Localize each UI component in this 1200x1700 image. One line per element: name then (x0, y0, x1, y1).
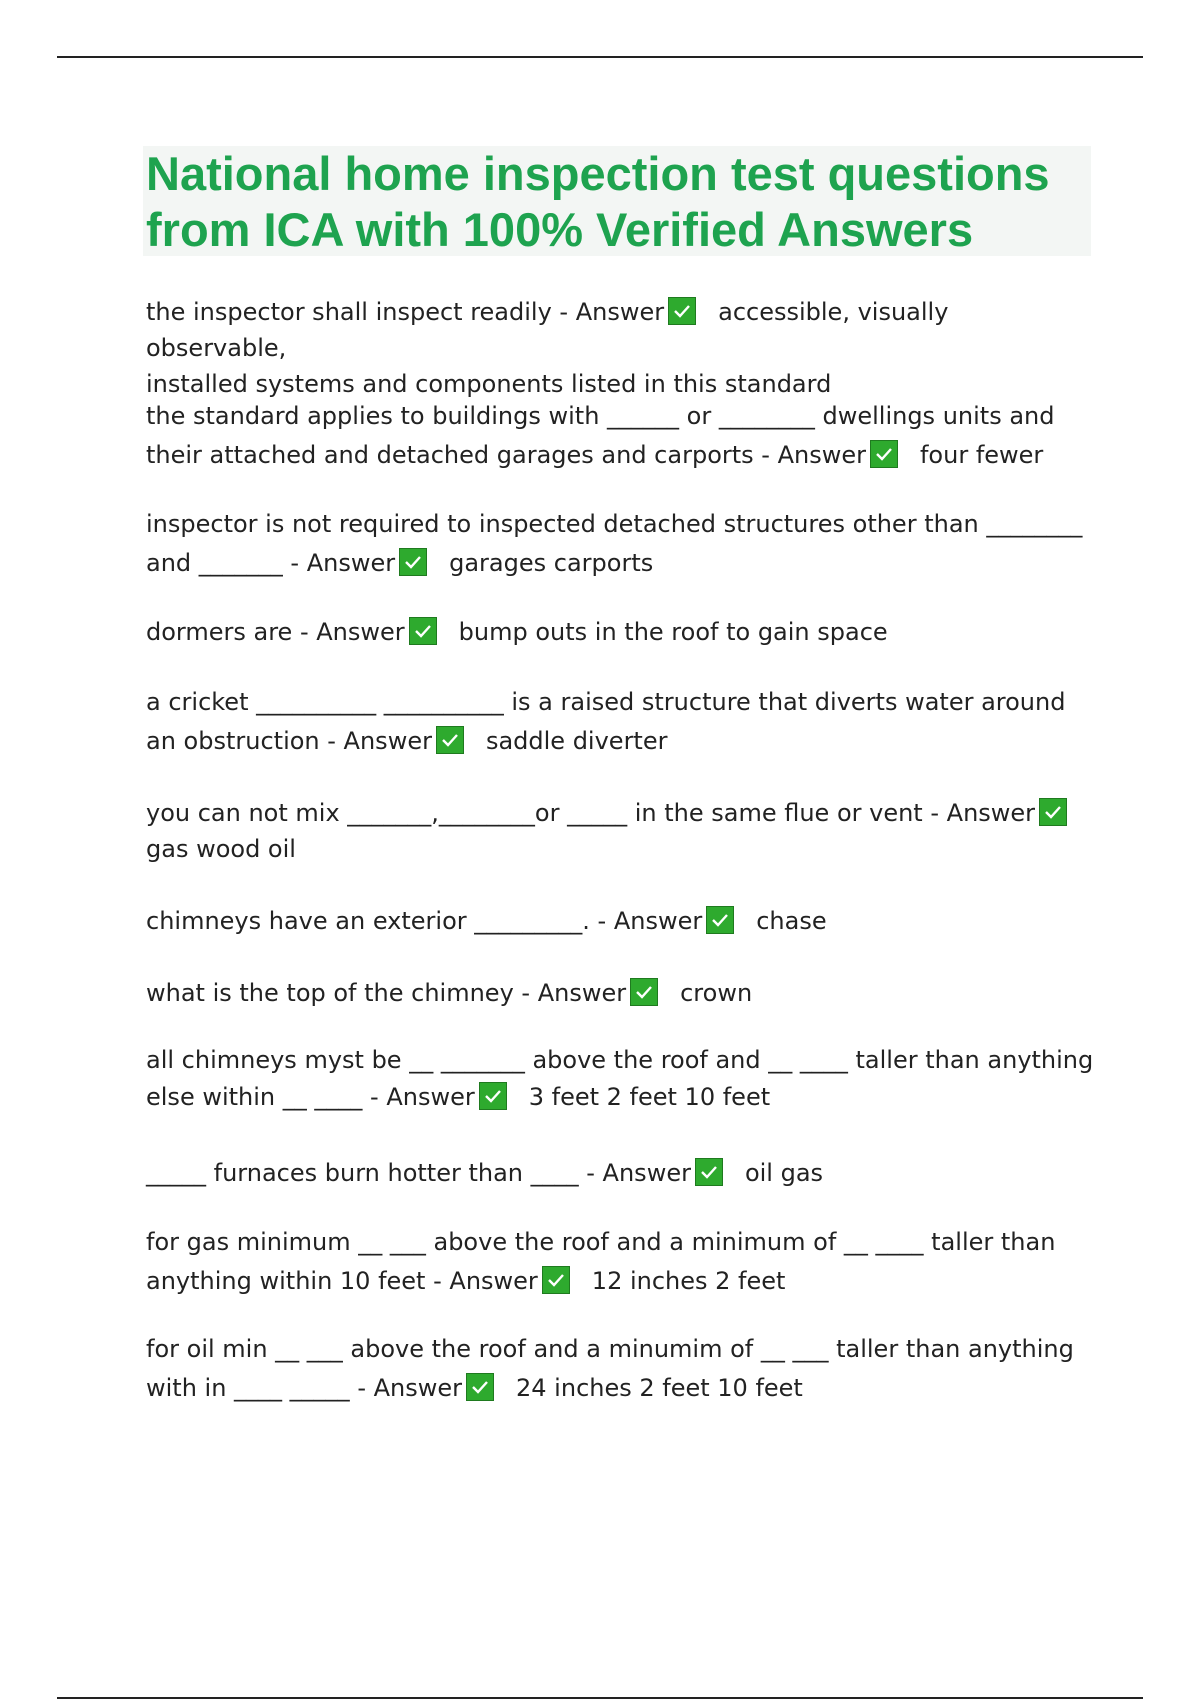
answer-text: oil gas (744, 1159, 824, 1187)
check-box-icon (668, 297, 696, 325)
answer-text: crown (680, 979, 753, 1007)
qa-item-11 (146, 1223, 1096, 1301)
check-box-icon (479, 1082, 507, 1110)
qa-item-12 (146, 1330, 1096, 1408)
answer-label: - Answer (433, 1267, 538, 1295)
title-line-2: from ICA with 100% Verified Answers (146, 203, 974, 256)
check-box-icon (409, 617, 437, 645)
check-box-icon (1039, 798, 1067, 826)
answer-text: gas wood oil (146, 835, 296, 863)
question-text-line-1: a cricket __________ __________ is a raised structure that diverts water around (146, 688, 1066, 716)
answer-label: - Answer (930, 799, 1036, 827)
question-text-line-1: for oil min __ ___ above the roof and a minumim of __ ___ taller than anything (146, 1335, 1074, 1363)
answer-label: - Answer (327, 727, 432, 755)
question-text-line-2: and _______ (146, 549, 283, 577)
qa-item-3 (146, 505, 1096, 583)
title-line-1: National home inspection test questions (146, 147, 1050, 200)
answer-label: - Answer (521, 979, 627, 1007)
check-box-icon (695, 1158, 723, 1186)
question-text: _____ furnaces burn hotter than ____ (146, 1159, 579, 1187)
question-text-line-1: inspector is not required to inspected detached structures other than ________ (146, 510, 1083, 538)
check-box-icon (542, 1266, 570, 1294)
question-text: you can not mix _______,________or _____ in the same flue or vent (146, 799, 923, 827)
answer-label: - Answer (299, 618, 405, 646)
question-text-line-2: else within __ ____ (146, 1083, 363, 1111)
answer-text: 12 inches 2 feet (591, 1267, 786, 1295)
answer-label: - Answer (761, 441, 866, 469)
qa-item-7 (146, 903, 1096, 939)
question-text-line-2: their attached and detached garages and carports (146, 441, 754, 469)
check-box-icon (436, 726, 464, 754)
answer-label: - Answer (290, 549, 396, 577)
answer-text: bump outs in the roof to gain space (458, 618, 888, 646)
qa-item-2 (146, 397, 1096, 475)
answer-label: - Answer (586, 1159, 691, 1187)
document-title (143, 146, 1091, 258)
question-text: what is the top of the chimney (146, 979, 514, 1007)
qa-item-6 (146, 795, 1096, 867)
qa-item-4 (146, 614, 1096, 650)
answer-text: accessible, visually observable, (146, 298, 949, 362)
question-text: chimneys have an exterior _________. (146, 907, 590, 935)
question-text-line-2: with in ____ _____ (146, 1374, 350, 1402)
answer-text: four fewer (919, 441, 1044, 469)
title-box (143, 146, 1091, 256)
question-text-line-2: anything within 10 feet (146, 1267, 426, 1295)
answer-text: garages carports (449, 549, 654, 577)
qa-item-5 (146, 683, 1096, 761)
answer-label: - Answer (357, 1374, 463, 1402)
answer-text: saddle diverter (485, 727, 668, 755)
question-text-line-1: all chimneys myst be __ _______ above the roof and __ ____ taller than anything (146, 1046, 1094, 1074)
question-text-line-1: for gas minimum __ ___ above the roof and a minimum of __ ____ taller than (146, 1228, 1056, 1256)
answer-text: chase (756, 907, 827, 935)
check-box-icon (630, 978, 658, 1006)
answer-label: - Answer (559, 298, 665, 326)
answer-text-cont: installed systems and components listed in this standard (146, 370, 832, 398)
answer-label: - Answer (370, 1083, 475, 1111)
check-box-icon (399, 548, 427, 576)
question-text-line-1: the standard applies to buildings with ______ or ________ dwellings units and (146, 402, 1055, 430)
check-box-icon (466, 1373, 494, 1401)
check-box-icon (706, 906, 734, 934)
answer-text: 24 inches 2 feet 10 feet (516, 1374, 803, 1402)
question-text: the inspector shall inspect readily (146, 298, 552, 326)
check-box-icon (870, 440, 898, 468)
answer-text: 3 feet 2 feet 10 feet (528, 1083, 771, 1111)
qa-item-10 (146, 1155, 1096, 1191)
bottom-rule (57, 1697, 1143, 1699)
answer-label: - Answer (597, 907, 703, 935)
qa-item-9 (146, 1042, 1096, 1116)
qa-item-8 (146, 975, 1096, 1011)
top-rule (57, 56, 1143, 58)
question-text-line-2: an obstruction (146, 727, 320, 755)
question-text: dormers are (146, 618, 293, 646)
qa-item-1 (146, 294, 1096, 402)
